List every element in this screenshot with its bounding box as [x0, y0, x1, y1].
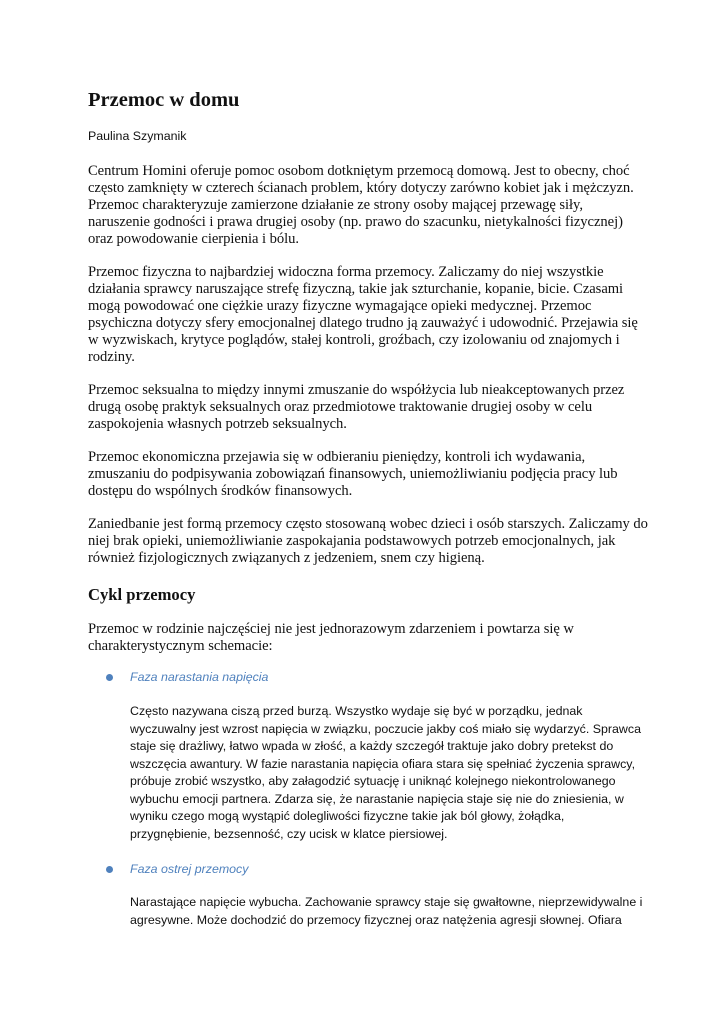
paragraph-economic: Przemoc ekonomiczna przejawia się w odbieraniu pieniędzy, kontroli ich wydawania, zmuszaniu do podpisywania zobowiązań finansowych, uniemożliwianiu podjęcia pracy lub dostępu do wspólnych środków finansowych.: [88, 449, 618, 499]
paragraph-physical-psychological: Przemoc fizyczna to najbardziej widoczna forma przemocy. Zaliczamy do niej wszystkie działania sprawcy naruszające strefę fizyczną, takie jak szturchanie, kopanie, bicie. Czasami mogą powodować one ciężkie urazy fizyczne wymagające opieki medycznej. Przemoc psychiczna dotyczy sfery emocjonalnej dlatego trudno ją zauważyć i udowodnić. Przejawia się w wyzwiskach, krytyce poglądów, stałej kontroli, groźbach, czy izolowaniu od znajomych i rodziny.: [88, 264, 638, 365]
bullet-icon: [106, 674, 113, 681]
page-title: Przemoc w domu: [88, 89, 240, 111]
phase-description: Często nazywana ciszą przed burzą. Wszystko wydaje się być w porządku, jednak wyczuwalny jest wzrost napięcia w związku, poczucie jakby coś miało się wydarzyć. Sprawca staje się drażliwy, łatwo wpada w złość, a każdy szczegół traktuje jako dobry pretekst do wszczęcia awantury. W fazie narastania napięcia ofiara stara się spełniać życzenia sprawcy, próbuje zrobić wszystko, aby załagodzić sytuację i uniknąć kolejnego niekontrolowanego wybuchu emocji partnera. Zdarza się, że narastanie napięcia staje się nie do zniesienia, w wyniku czego mogą wystąpić dolegliwości fizyczne takie jak ból głowy, żołądka, przygnębienie, bezsenność, czy ucisk w klatce piersiowej.: [130, 704, 641, 841]
author-name: Paulina Szymanik: [88, 129, 187, 143]
paragraph-sexual: Przemoc seksualna to między innymi zmuszanie do współżycia lub nieakceptowanych przez drugą osobę praktyk seksualnych oraz przedmiotowe traktowanie drugiej osoby w celu zaspokojenia własnych potrzeb seksualnych.: [88, 382, 625, 432]
paragraph-neglect: Zaniedbanie jest formą przemocy często stosowaną wobec dzieci i osób starszych. Zaliczamy do niej brak opieki, uniemożliwianie zaspokajania podstawowych potrzeb emocjonalnych, jak również fizjologicznych związanych z jedzeniem, snem czy higieną.: [88, 516, 648, 566]
section-heading: Cykl przemocy: [88, 585, 196, 604]
phase-description: Narastające napięcie wybucha. Zachowanie sprawcy staje się gwałtowne, nieprzewidywalne i agresywne. Może dochodzić do przemocy fizycznej oraz natężenia agresji słownej. Ofiara: [130, 895, 643, 927]
phase-title: Faza narastania napięcia: [130, 670, 269, 684]
paragraph-intro: Centrum Homini oferuje pomoc osobom dotkniętym przemocą domową. Jest to obecny, choć często zamknięty w czterech ścianach problem, który dotyczy zarówno kobiet jak i mężczyzn. Przemoc charakteryzuje zamierzone działanie ze strony osoby mającej przewagę siły, naruszenie godności i prawa drugiej osoby (np. prawo do szacunku, nietykalności fizycznej) oraz powodowanie cierpienia i bólu.: [88, 163, 634, 247]
bullet-icon: [106, 866, 113, 873]
section-intro: Przemoc w rodzinie najczęściej nie jest jednorazowym zdarzeniem i powtarza się w charakterystycznym schemacie:: [88, 621, 574, 654]
phase-title: Faza ostrej przemocy: [130, 862, 249, 876]
